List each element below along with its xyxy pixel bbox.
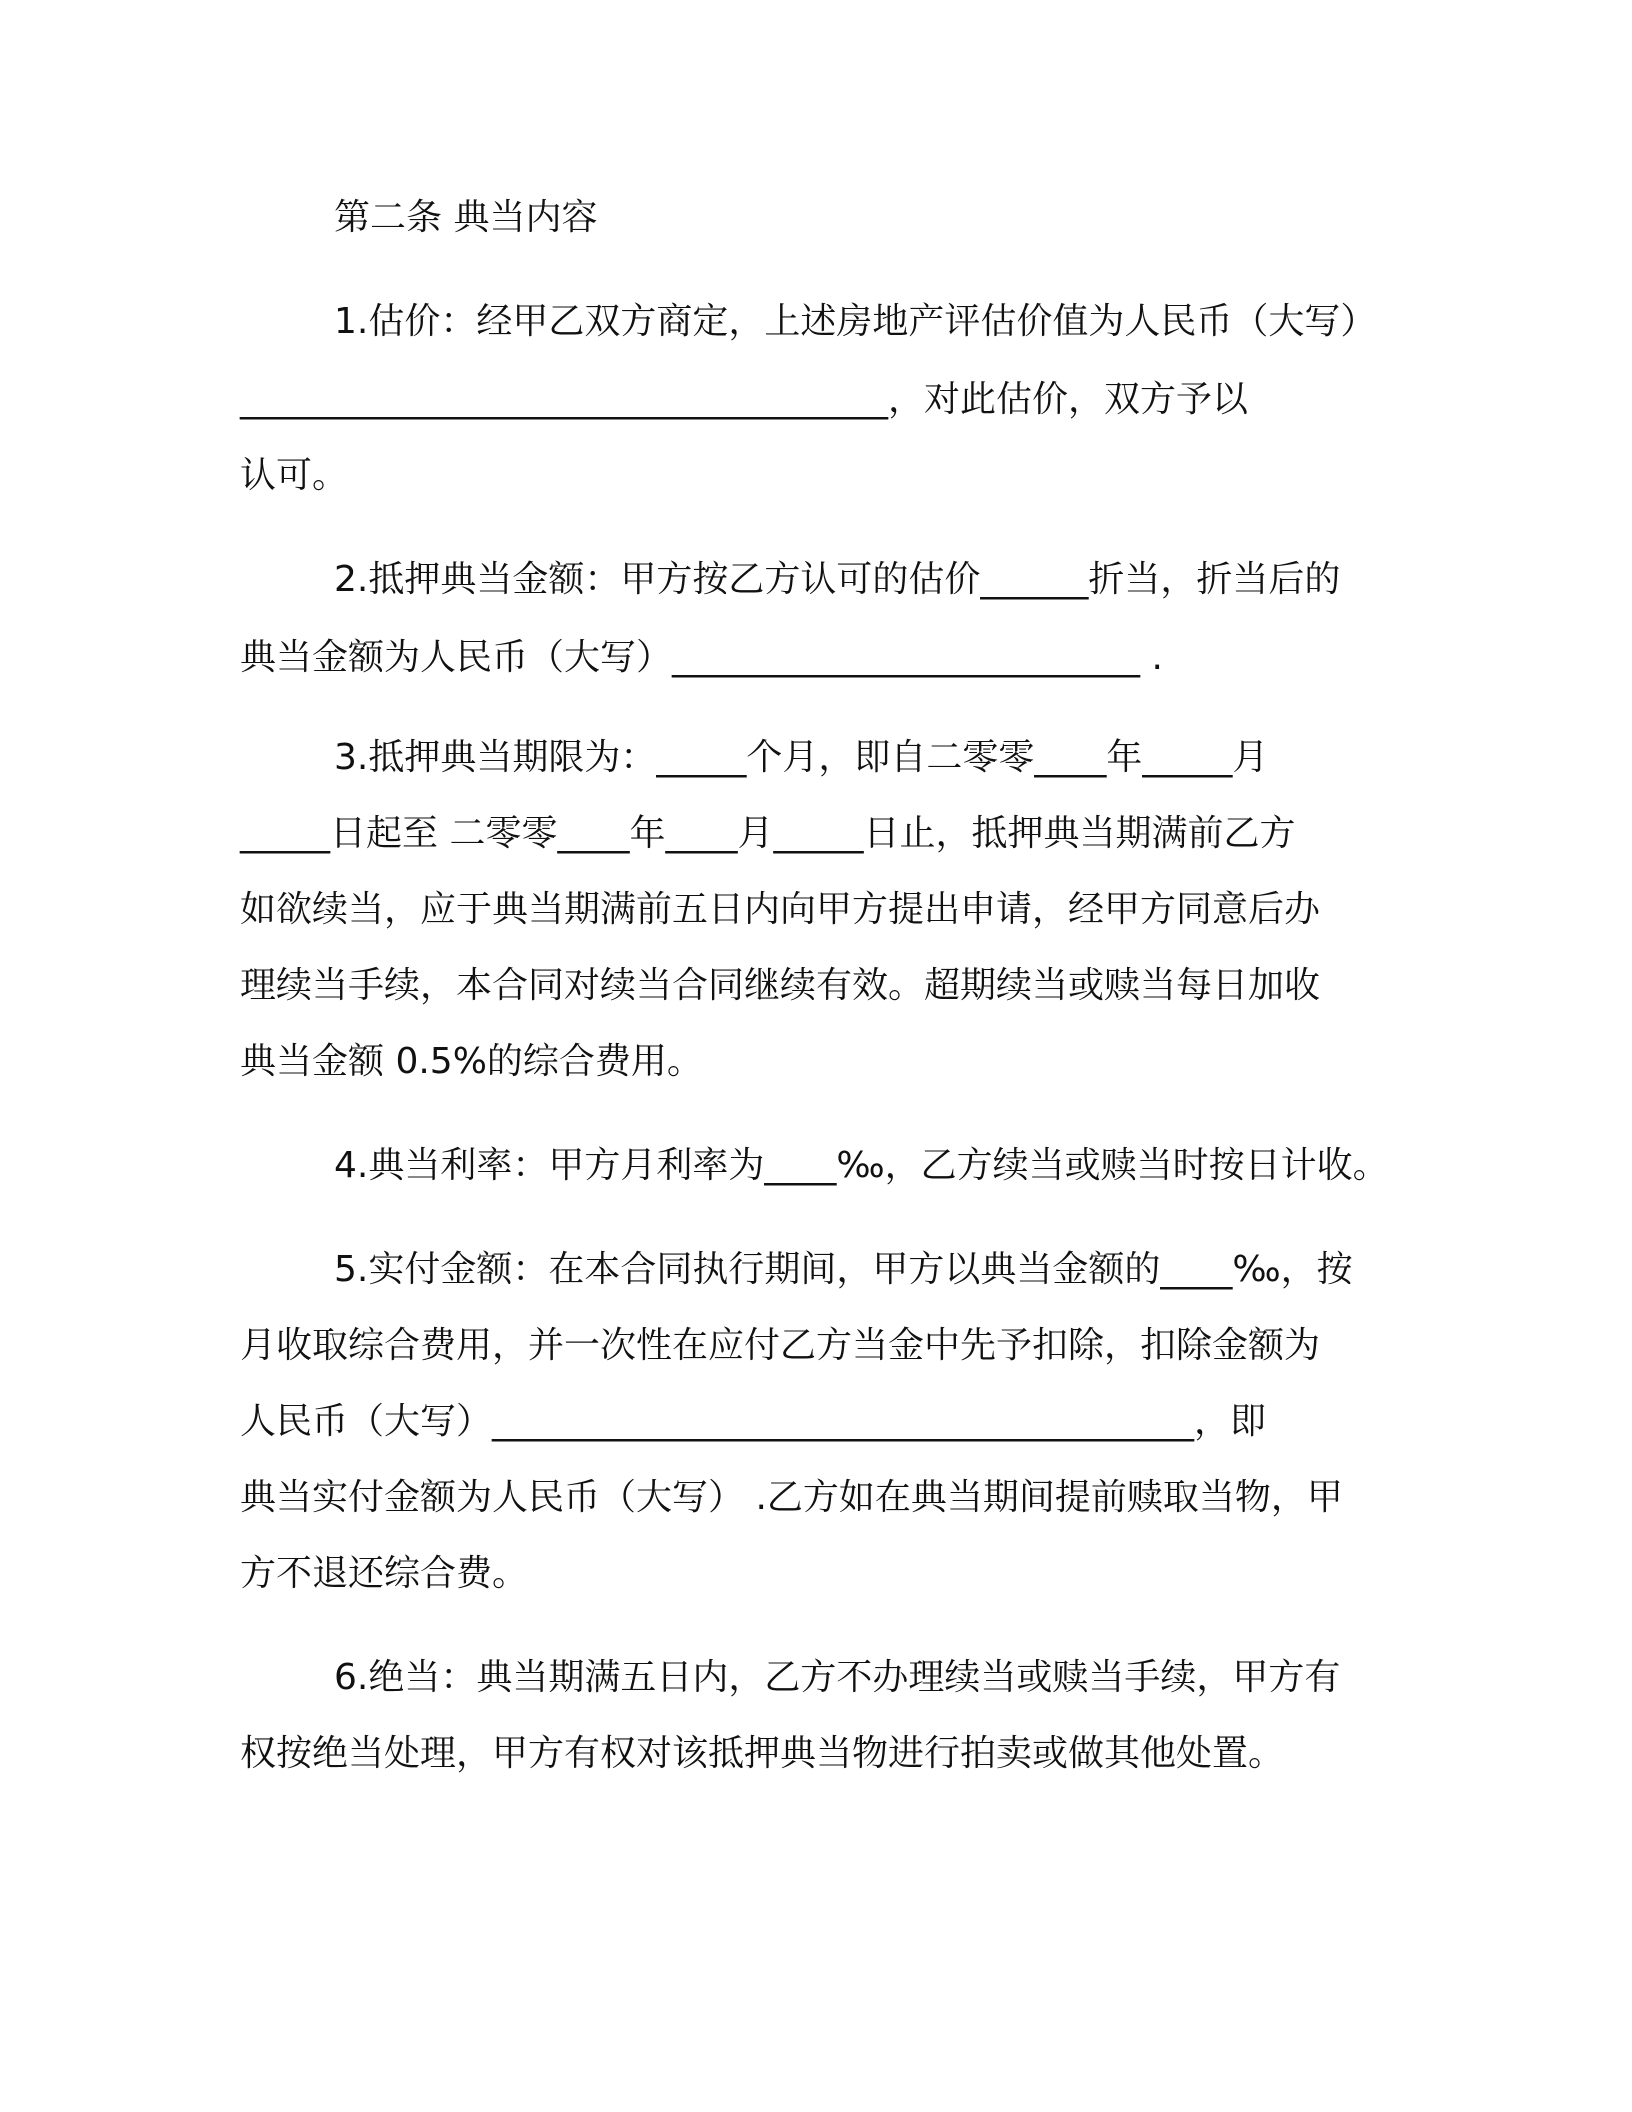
clause-5-line-2: 月收取综合费用，并一次性在应付乙方当金中先予扣除，扣除金额为 <box>240 1325 1321 1366</box>
clause-4-line-1: 4.典当利率：甲方月利率为____‰，乙方续当或赎当时按日计收。 <box>334 1145 1389 1186</box>
clause-2-line-2: 典当金额为人民币（大写）__________________________ . <box>240 637 1163 678</box>
clause-6-line-1: 6.绝当：典当期满五日内，乙方不办理续当或赎当手续，甲方有 <box>334 1657 1341 1698</box>
clause-3-line-1: 3.抵押典当期限为：_____个月，即自二零零____年_____月 <box>334 737 1269 778</box>
clause-3-line-5: 典当金额 0.5%的综合费用。 <box>240 1041 703 1082</box>
clause-5-line-3: 人民币（大写）_______________________________________，即 <box>240 1401 1267 1442</box>
clause-5-line-5: 方不退还综合费。 <box>240 1553 529 1594</box>
clause-5-line-1: 5.实付金额：在本合同执行期间，甲方以典当金额的____‰，按 <box>334 1249 1353 1290</box>
clause-3-line-4: 理续当手续，本合同对续当合同继续有效。超期续当或赎当每日加收 <box>240 965 1321 1006</box>
clause-1-line-3: 认可。 <box>240 455 349 496</box>
section-title: 第二条 典当内容 <box>334 197 598 238</box>
clause-6-line-2: 权按绝当处理，甲方有权对该抵押典当物进行拍卖或做其他处置。 <box>240 1733 1285 1774</box>
clause-3-line-2: _____日起至 二零零____年____月_____日止，抵押典当期满前乙方 <box>240 813 1296 854</box>
clause-5-line-4: 典当实付金额为人民币（大写） .乙方如在典当期间提前赎取当物，甲 <box>240 1477 1343 1518</box>
clause-2-line-1: 2.抵押典当金额：甲方按乙方认可的估价______折当，折当后的 <box>334 559 1341 600</box>
clause-1-line-1: 1.估价：经甲乙双方商定，上述房地产评估价值为人民币（大写） <box>334 301 1377 342</box>
clause-1-line-2: ____________________________________，对此估价，双方予以 <box>240 379 1249 420</box>
clause-3-line-3: 如欲续当，应于典当期满前五日内向甲方提出申请，经甲方同意后办 <box>240 889 1321 930</box>
